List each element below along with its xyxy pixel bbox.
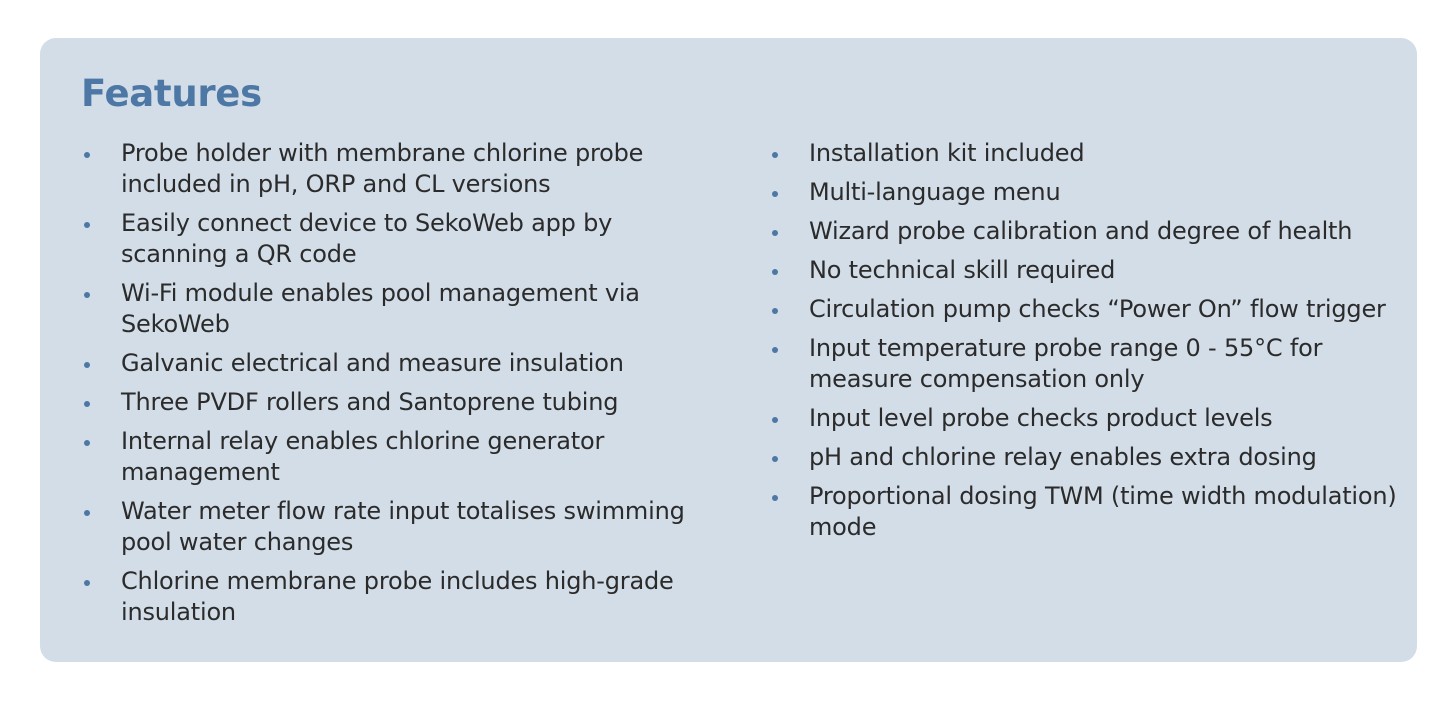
feature-text: Installation kit included: [809, 139, 1085, 167]
feature-list-left: [81, 138, 721, 636]
feature-text: Easily connect device to SekoWeb app by scanning a QR code: [121, 209, 613, 268]
feature-text: Water meter flow rate input totalises swimming pool water changes: [121, 497, 685, 556]
feature-list-right: [769, 138, 1409, 551]
bullet-dot-icon: [772, 417, 778, 423]
bullet-dot-icon: [84, 152, 90, 158]
bullet-dot-icon: [84, 510, 90, 516]
feature-item: [81, 208, 721, 270]
feature-item: [81, 566, 721, 628]
feature-text: Circulation pump checks “Power On” flow trigger: [809, 295, 1386, 323]
feature-item: [769, 177, 1409, 208]
feature-item: [769, 481, 1409, 543]
feature-text: Wizard probe calibration and degree of health: [809, 217, 1353, 245]
feature-item: [81, 387, 721, 418]
feature-text: pH and chlorine relay enables extra dosing: [809, 443, 1317, 471]
bullet-dot-icon: [772, 495, 778, 501]
bullet-dot-icon: [772, 269, 778, 275]
feature-item: [769, 216, 1409, 247]
feature-text: Internal relay enables chlorine generator management: [121, 427, 605, 486]
feature-item: [769, 294, 1409, 325]
feature-text: Input level probe checks product levels: [809, 404, 1273, 432]
bullet-dot-icon: [84, 292, 90, 298]
feature-item: [769, 442, 1409, 473]
bullet-dot-icon: [84, 401, 90, 407]
bullet-dot-icon: [772, 230, 778, 236]
bullet-dot-icon: [84, 440, 90, 446]
feature-text: Probe holder with membrane chlorine probe included in pH, ORP and CL versions: [121, 139, 644, 198]
features-card: [40, 38, 1417, 662]
bullet-dot-icon: [772, 152, 778, 158]
feature-text: Wi-Fi module enables pool management via SekoWeb: [121, 279, 640, 338]
feature-item: [769, 403, 1409, 434]
features-title: Features: [81, 72, 262, 115]
feature-item: [81, 278, 721, 340]
bullet-dot-icon: [84, 222, 90, 228]
feature-text: Proportional dosing TWM (time width modulation) mode: [809, 482, 1397, 541]
feature-text: Three PVDF rollers and Santoprene tubing: [121, 388, 619, 416]
feature-text: Chlorine membrane probe includes high-grade insulation: [121, 567, 674, 626]
feature-item: [81, 138, 721, 200]
bullet-dot-icon: [84, 580, 90, 586]
feature-text: Galvanic electrical and measure insulation: [121, 349, 624, 377]
feature-item: [769, 138, 1409, 169]
bullet-dot-icon: [772, 456, 778, 462]
bullet-dot-icon: [772, 191, 778, 197]
feature-text: Multi-language menu: [809, 178, 1061, 206]
bullet-dot-icon: [84, 362, 90, 368]
feature-text: Input temperature probe range 0 - 55°C for measure compensation only: [809, 334, 1323, 393]
feature-item: [81, 426, 721, 488]
feature-item: [769, 333, 1409, 395]
bullet-dot-icon: [772, 347, 778, 353]
feature-item: [81, 496, 721, 558]
feature-item: [81, 348, 721, 379]
feature-item: [769, 255, 1409, 286]
bullet-dot-icon: [772, 308, 778, 314]
feature-text: No technical skill required: [809, 256, 1116, 284]
